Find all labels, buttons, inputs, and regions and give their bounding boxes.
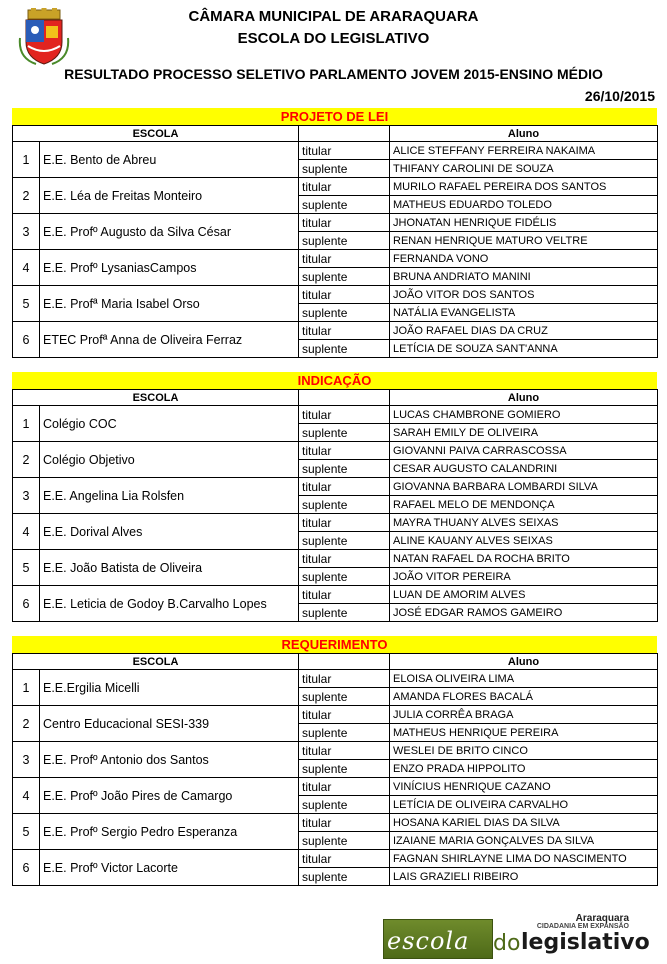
role-titular: titular bbox=[299, 586, 390, 604]
student-suplente: AMANDA FLORES BACALÁ bbox=[390, 688, 658, 706]
column-header-role bbox=[299, 390, 390, 406]
logo-tagline: CIDADANIA EM EXPANSÃO bbox=[536, 923, 629, 930]
section-1 bbox=[12, 372, 657, 622]
role-titular: titular bbox=[299, 214, 390, 232]
school-name: E.E. Angelina Lia Rolsfen bbox=[40, 478, 299, 514]
role-titular: titular bbox=[299, 778, 390, 796]
school-name: E.E. Profº João Pires de Camargo bbox=[40, 778, 299, 814]
result-date: 26/10/2015 bbox=[584, 88, 655, 104]
school-name: Centro Educacional SESI-339 bbox=[40, 706, 299, 742]
table-row bbox=[13, 286, 658, 304]
section-title: INDICAÇÃO bbox=[12, 372, 657, 389]
role-suplente: suplente bbox=[299, 868, 390, 886]
student-suplente: CESAR AUGUSTO CALANDRINI bbox=[390, 460, 658, 478]
school-name: E.E. Profº Sergio Pedro Esperanza bbox=[40, 814, 299, 850]
student-titular: FAGNAN SHIRLAYNE LIMA DO NASCIMENTO bbox=[390, 850, 658, 868]
role-suplente: suplente bbox=[299, 424, 390, 442]
school-name: E.E. Dorival Alves bbox=[40, 514, 299, 550]
row-number: 1 bbox=[13, 142, 40, 178]
role-titular: titular bbox=[299, 670, 390, 688]
table-row bbox=[13, 142, 658, 160]
school-name: E.E. Bento de Abreu bbox=[40, 142, 299, 178]
role-suplente: suplente bbox=[299, 688, 390, 706]
header-subtitle: ESCOLA DO LEGISLATIVO bbox=[237, 30, 430, 47]
school-name: E.E. Profº Antonio dos Santos bbox=[40, 742, 299, 778]
student-titular: VINÍCIUS HENRIQUE CAZANO bbox=[390, 778, 658, 796]
row-number: 3 bbox=[13, 214, 40, 250]
logo-word-legislativo: legislativo bbox=[521, 930, 650, 955]
school-name: E.E. João Batista de Oliveira bbox=[40, 550, 299, 586]
role-suplente: suplente bbox=[299, 232, 390, 250]
row-number: 6 bbox=[13, 586, 40, 622]
table-header-row bbox=[13, 654, 658, 670]
student-suplente: RENAN HENRIQUE MATURO VELTRE bbox=[390, 232, 658, 250]
section-title: PROJETO DE LEI bbox=[12, 108, 657, 125]
role-titular: titular bbox=[299, 814, 390, 832]
table-row bbox=[13, 550, 658, 568]
school-name: E.E. Profº Victor Lacorte bbox=[40, 850, 299, 886]
section-2 bbox=[12, 636, 657, 886]
student-suplente: MATHEUS HENRIQUE PEREIRA bbox=[390, 724, 658, 742]
student-titular: JOÃO VITOR DOS SANTOS bbox=[390, 286, 658, 304]
school-name: E.E.Ergilia Micelli bbox=[40, 670, 299, 706]
student-suplente: BRUNA ANDRIATO MANINI bbox=[390, 268, 658, 286]
section-title: REQUERIMENTO bbox=[12, 636, 657, 653]
role-suplente: suplente bbox=[299, 304, 390, 322]
role-suplente: suplente bbox=[299, 196, 390, 214]
student-titular: JHONATAN HENRIQUE FIDÉLIS bbox=[390, 214, 658, 232]
student-titular: JULIA CORRÊA BRAGA bbox=[390, 706, 658, 724]
student-titular: JOÃO RAFAEL DIAS DA CRUZ bbox=[390, 322, 658, 340]
row-number: 6 bbox=[13, 850, 40, 886]
column-header-aluno: Aluno bbox=[390, 390, 658, 406]
role-titular: titular bbox=[299, 514, 390, 532]
table-row bbox=[13, 478, 658, 496]
table-row bbox=[13, 586, 658, 604]
table-row bbox=[13, 778, 658, 796]
school-name: E.E. Profº LysaniasCampos bbox=[40, 250, 299, 286]
student-titular: MURILO RAFAEL PEREIRA DOS SANTOS bbox=[390, 178, 658, 196]
student-titular: FERNANDA VONO bbox=[390, 250, 658, 268]
student-suplente: ENZO PRADA HIPPOLITO bbox=[390, 760, 658, 778]
table-row bbox=[13, 742, 658, 760]
student-titular: WESLEI DE BRITO CINCO bbox=[390, 742, 658, 760]
school-name: E.E. Léa de Freitas Monteiro bbox=[40, 178, 299, 214]
student-suplente: LAIS GRAZIELI RIBEIRO bbox=[390, 868, 658, 886]
student-titular: GIOVANNI PAIVA CARRASCOSSA bbox=[390, 442, 658, 460]
results-table bbox=[12, 125, 658, 358]
role-titular: titular bbox=[299, 742, 390, 760]
student-suplente: MATHEUS EDUARDO TOLEDO bbox=[390, 196, 658, 214]
row-number: 2 bbox=[13, 706, 40, 742]
table-row bbox=[13, 850, 658, 868]
row-number: 3 bbox=[13, 478, 40, 514]
column-header-escola: ESCOLA bbox=[13, 654, 299, 670]
role-titular: titular bbox=[299, 250, 390, 268]
row-number: 1 bbox=[13, 406, 40, 442]
table-row bbox=[13, 706, 658, 724]
role-titular: titular bbox=[299, 550, 390, 568]
student-suplente: THIFANY CAROLINI DE SOUZA bbox=[390, 160, 658, 178]
logo-word-escola: escola bbox=[387, 927, 470, 955]
role-titular: titular bbox=[299, 850, 390, 868]
table-row bbox=[13, 514, 658, 532]
role-suplente: suplente bbox=[299, 760, 390, 778]
row-number: 5 bbox=[13, 286, 40, 322]
role-titular: titular bbox=[299, 442, 390, 460]
student-titular: LUAN DE AMORIM ALVES bbox=[390, 586, 658, 604]
student-suplente: JOSÉ EDGAR RAMOS GAMEIRO bbox=[390, 604, 658, 622]
row-number: 4 bbox=[13, 250, 40, 286]
student-titular: LUCAS CHAMBRONE GOMIERO bbox=[390, 406, 658, 424]
role-suplente: suplente bbox=[299, 796, 390, 814]
student-titular: MAYRA THUANY ALVES SEIXAS bbox=[390, 514, 658, 532]
role-suplente: suplente bbox=[299, 568, 390, 586]
row-number: 2 bbox=[13, 442, 40, 478]
role-suplente: suplente bbox=[299, 340, 390, 358]
table-row bbox=[13, 406, 658, 424]
row-number: 5 bbox=[13, 550, 40, 586]
student-suplente: NATÁLIA EVANGELISTA bbox=[390, 304, 658, 322]
header-title: CÂMARA MUNICIPAL DE ARARAQUARA bbox=[188, 8, 479, 25]
student-titular: HOSANA KARIEL DIAS DA SILVA bbox=[390, 814, 658, 832]
column-header-role bbox=[299, 654, 390, 670]
student-titular: GIOVANNA BARBARA LOMBARDI SILVA bbox=[390, 478, 658, 496]
role-titular: titular bbox=[299, 706, 390, 724]
escola-legislativo-logo bbox=[383, 913, 650, 957]
role-titular: titular bbox=[299, 322, 390, 340]
column-header-escola: ESCOLA bbox=[13, 390, 299, 406]
logo-city: Araraquara bbox=[575, 913, 629, 924]
results-table bbox=[12, 389, 658, 622]
table-row bbox=[13, 814, 658, 832]
results-table bbox=[12, 653, 658, 886]
row-number: 5 bbox=[13, 814, 40, 850]
student-titular: ELOISA OLIVEIRA LIMA bbox=[390, 670, 658, 688]
column-header-role bbox=[299, 126, 390, 142]
logo-word-do: do bbox=[493, 931, 521, 956]
student-titular: NATAN RAFAEL DA ROCHA BRITO bbox=[390, 550, 658, 568]
role-titular: titular bbox=[299, 142, 390, 160]
role-titular: titular bbox=[299, 178, 390, 196]
role-suplente: suplente bbox=[299, 604, 390, 622]
role-suplente: suplente bbox=[299, 724, 390, 742]
column-header-escola: ESCOLA bbox=[13, 126, 299, 142]
student-suplente: RAFAEL MELO DE MENDONÇA bbox=[390, 496, 658, 514]
role-suplente: suplente bbox=[299, 496, 390, 514]
table-header-row bbox=[13, 390, 658, 406]
table-row bbox=[13, 250, 658, 268]
section-0 bbox=[12, 108, 657, 358]
row-number: 6 bbox=[13, 322, 40, 358]
role-titular: titular bbox=[299, 286, 390, 304]
school-name: Colégio Objetivo bbox=[40, 442, 299, 478]
table-row bbox=[13, 322, 658, 340]
student-titular: ALICE STEFFANY FERREIRA NAKAIMA bbox=[390, 142, 658, 160]
role-suplente: suplente bbox=[299, 160, 390, 178]
row-number: 4 bbox=[13, 514, 40, 550]
school-name: E.E. Profª Maria Isabel Orso bbox=[40, 286, 299, 322]
school-name: E.E. Leticia de Godoy B.Carvalho Lopes bbox=[40, 586, 299, 622]
table-header-row bbox=[13, 126, 658, 142]
student-suplente: LETÍCIA DE SOUZA SANT'ANNA bbox=[390, 340, 658, 358]
table-row bbox=[13, 214, 658, 232]
table-row bbox=[13, 670, 658, 688]
school-name: Colégio COC bbox=[40, 406, 299, 442]
student-suplente: ALINE KAUANY ALVES SEIXAS bbox=[390, 532, 658, 550]
student-suplente: SARAH EMILY DE OLIVEIRA bbox=[390, 424, 658, 442]
role-suplente: suplente bbox=[299, 460, 390, 478]
role-suplente: suplente bbox=[299, 832, 390, 850]
column-header-aluno: Aluno bbox=[390, 654, 658, 670]
role-suplente: suplente bbox=[299, 268, 390, 286]
student-suplente: JOÃO VITOR PEREIRA bbox=[390, 568, 658, 586]
row-number: 4 bbox=[13, 778, 40, 814]
school-name: E.E. Profº Augusto da Silva César bbox=[40, 214, 299, 250]
row-number: 1 bbox=[13, 670, 40, 706]
role-suplente: suplente bbox=[299, 532, 390, 550]
row-number: 2 bbox=[13, 178, 40, 214]
role-titular: titular bbox=[299, 406, 390, 424]
student-suplente: LETÍCIA DE OLIVEIRA CARVALHO bbox=[390, 796, 658, 814]
row-number: 3 bbox=[13, 742, 40, 778]
student-suplente: IZAIANE MARIA GONÇALVES DA SILVA bbox=[390, 832, 658, 850]
school-name: ETEC Profª Anna de Oliveira Ferraz bbox=[40, 322, 299, 358]
table-row bbox=[13, 442, 658, 460]
role-titular: titular bbox=[299, 478, 390, 496]
result-title: RESULTADO PROCESSO SELETIVO PARLAMENTO JOVEM 2015-ENSINO MÉDIO bbox=[64, 66, 603, 82]
column-header-aluno: Aluno bbox=[390, 126, 658, 142]
table-row bbox=[13, 178, 658, 196]
